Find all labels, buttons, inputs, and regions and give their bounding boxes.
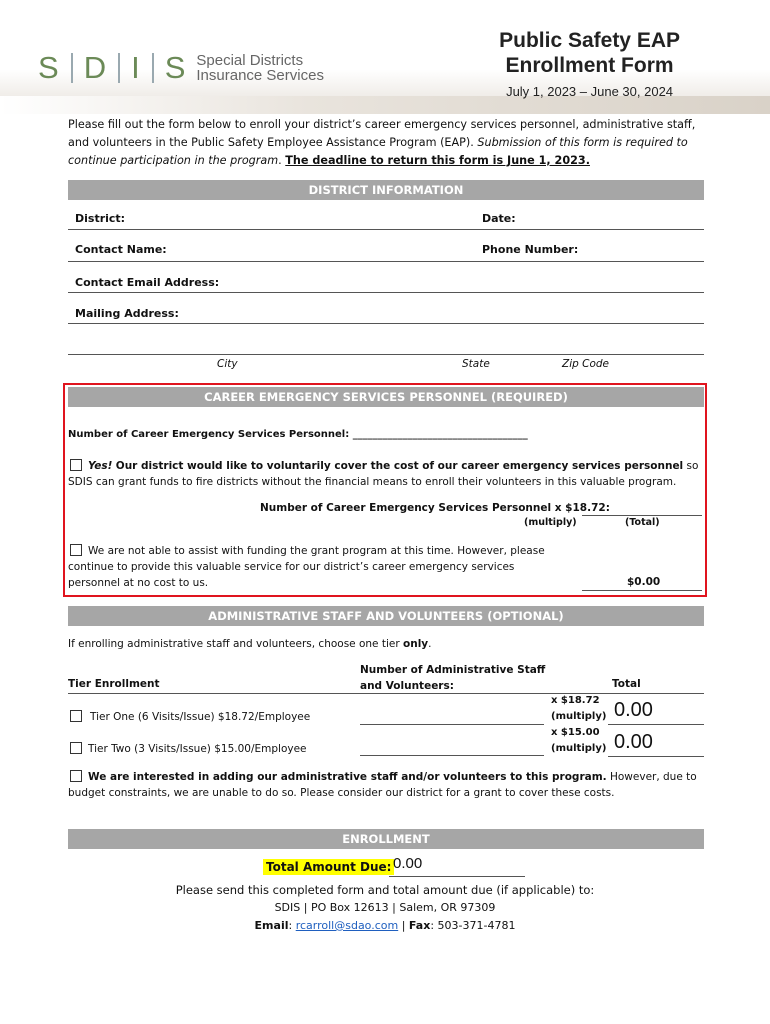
logo-separator <box>71 53 73 83</box>
tier1-checkbox[interactable] <box>70 710 82 722</box>
career-yes-bold: Our district would like to voluntarily cover the cost of our career emergency services personnel <box>115 460 684 472</box>
tier1-multiply: (multiply) <box>551 711 607 722</box>
mailing-label: Mailing Address: <box>75 307 179 320</box>
contact-name-label: Contact Name: <box>75 243 167 256</box>
tier1-label: Tier One (6 Visits/Issue) $18.72/Employee <box>90 711 311 723</box>
admin-col-total: Total <box>612 678 641 690</box>
form-title-line-1: Public Safety EAP <box>499 29 680 52</box>
mailing-line-1[interactable] <box>68 323 704 324</box>
logo-separator <box>152 53 154 83</box>
admin-col-number <box>360 662 545 694</box>
email-link[interactable]: rcarroll@sdao.com <box>295 919 399 932</box>
phone-label: Phone Number: <box>482 243 579 256</box>
admin-header-line <box>68 693 704 694</box>
tier2-multiply: (multiply) <box>551 743 607 754</box>
logo-line-2: Insurance Services <box>196 67 324 84</box>
admin-instruction-pre: If enrolling administrative staff and volunteers, choose one tier <box>68 638 400 650</box>
career-header: CAREER EMERGENCY SERVICES PERSONNEL (REQUIRED) <box>68 387 704 407</box>
total-due-value[interactable]: 0.00 <box>393 855 423 872</box>
admin-instruction-post: . <box>428 638 432 650</box>
intro-deadline: The deadline to return this form is June 1, 2023. <box>285 154 590 167</box>
career-yes-text <box>68 458 704 490</box>
career-yes-exclaim: Yes! <box>88 460 113 472</box>
tier2-total[interactable]: 0.00 <box>614 731 653 753</box>
career-calc-label: Number of Career Emergency Services Personnel x $18.72: <box>260 502 610 514</box>
intro-paragraph: Please fill out the form below to enroll your district’s career emergency services personnel, administrative staff, and volunteers in the Public Safety Employee Assistance Program (EAP). Submission of this form is required to continue participation in the program. The deadline to return this form is June 1, 2023. <box>68 118 696 167</box>
district-info-header: DISTRICT INFORMATION <box>68 180 704 200</box>
tier1-rate: x $18.72 <box>551 695 600 706</box>
tier2-count-line[interactable] <box>360 755 544 756</box>
logo-letter-s2: S <box>164 50 187 85</box>
enrollment-header: ENROLLMENT <box>68 829 704 849</box>
intro-italic: Submission of this form is required to continue participation in the program <box>68 136 688 167</box>
admin-instruction-bold: only <box>403 638 429 650</box>
intro-text: Please fill out the form below to enroll your district’s career emergency services personnel, administrative staff, and volunteers in the Public Safety Employee Assistance Program (EAP). <box>68 118 696 149</box>
tier1-count-line[interactable] <box>360 724 544 725</box>
send-instructions: Please send this completed form and total amount due (if applicable) to: <box>175 883 595 897</box>
tier1-total-line <box>608 724 704 725</box>
mailing-address: SDIS | PO Box 12613 | Salem, OR 97309 <box>274 901 496 914</box>
form-date-range: July 1, 2023 – June 30, 2024 <box>506 84 674 99</box>
tier2-label: Tier Two (3 Visits/Issue) $15.00/Employee <box>88 743 307 755</box>
total-due-line <box>389 876 525 877</box>
fax-number: 503-371-4781 <box>437 919 516 932</box>
logo-separator <box>118 53 120 83</box>
fax-caption: Fax <box>408 919 431 932</box>
admin-instruction <box>68 638 431 650</box>
contact-phone-line[interactable] <box>68 261 704 262</box>
tier1-total[interactable]: 0.00 <box>614 699 653 721</box>
sdis-logo <box>38 48 324 88</box>
admin-col-number-l1: Number of Administrative Staff <box>360 664 546 676</box>
logo-text <box>196 53 324 83</box>
career-count-label[interactable]: Number of Career Emergency Services Personnel: ___________________________________ <box>68 429 528 440</box>
contact-line: Email: rcarroll@sdao.com | Fax: 503-371-4781 <box>254 919 516 932</box>
total-due-label-wrap <box>263 860 394 874</box>
career-multiply-label: (multiply) <box>524 517 577 528</box>
logo-letter-d: D <box>83 50 108 85</box>
career-no-text: We are not able to assist with funding the grant program at this time. However, please continue to provide this valuable service for our district’s career emergency services personnel at no cost to us. <box>68 545 545 589</box>
tier2-total-line <box>608 756 704 757</box>
form-title-block <box>499 28 680 99</box>
form-title-line-2: Enrollment Form <box>505 54 674 77</box>
career-total-label: (Total) <box>625 517 660 528</box>
total-due-label: Total Amount Due: <box>263 859 394 875</box>
email-line[interactable] <box>68 292 704 293</box>
admin-col-number-l2: and Volunteers: <box>360 680 454 692</box>
tier2-rate: x $15.00 <box>551 727 600 738</box>
mailing-line-2[interactable] <box>68 354 704 355</box>
email-label: Contact Email Address: <box>75 276 220 289</box>
career-no-total: $0.00 <box>627 576 661 588</box>
state-label: State <box>462 358 490 370</box>
logo-letter-i: I <box>131 50 141 85</box>
career-no-total-line <box>582 590 702 591</box>
logo-letters <box>38 50 186 86</box>
date-label: Date: <box>482 212 516 225</box>
admin-header: ADMINISTRATIVE STAFF AND VOLUNTEERS (OPTIONAL) <box>68 606 704 626</box>
zip-label: Zip Code <box>562 358 609 370</box>
district-date-line[interactable] <box>68 229 704 230</box>
logo-line-1: Special Districts <box>196 52 304 69</box>
admin-col-tier: Tier Enrollment <box>68 678 160 690</box>
admin-interest-rest: However, due to budget constraints, we are unable to do so. Please consider our district for a grant to cover these costs. <box>68 771 697 799</box>
career-total-line[interactable] <box>582 515 702 516</box>
city-label: City <box>217 358 238 370</box>
district-label: District: <box>75 212 126 225</box>
logo-letter-s1: S <box>38 50 60 85</box>
career-yes-rest: so SDIS can grant funds to fire districts without the financial means to enroll their volunteers in this valuable program. <box>68 460 699 488</box>
admin-interest-text <box>68 769 708 801</box>
email-caption: Email <box>254 919 289 932</box>
admin-interest-bold: We are interested in adding our administrative staff and/or volunteers to this program. <box>88 771 607 783</box>
tier2-checkbox[interactable] <box>70 742 82 754</box>
